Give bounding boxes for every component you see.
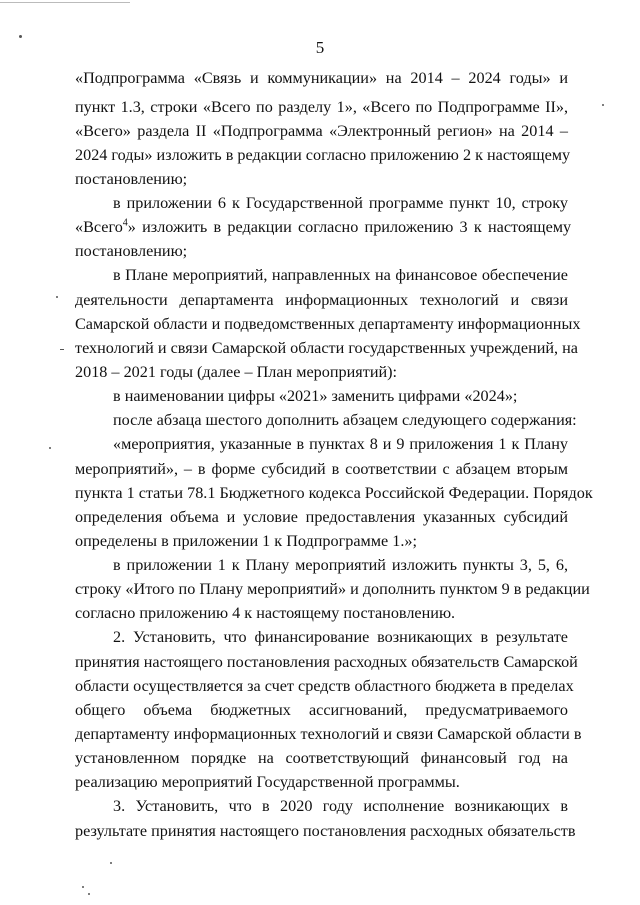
- text-line: строку «Итого по Плану мероприятий» и дополнить пунктом 9 в редакции: [75, 580, 590, 598]
- text-line: департаменту информационных технологий и связи Самарской области в: [75, 725, 582, 743]
- text-line: принятия настоящего постановления расходных обязательств Самарской: [75, 653, 578, 671]
- text-line: в наименовании цифры «2021» заменить цифрами «2024»;: [113, 387, 518, 405]
- text-line: результате принятия настоящего постановления расходных обязательств: [75, 822, 576, 840]
- text-line: пункт 1.3, строки «Всего по разделу 1», «Всего по Подпрограмме II»,: [75, 98, 568, 116]
- text-line: после абзаца шестого дополнить абзацем следующего содержания:: [113, 411, 577, 429]
- text-line: «мероприятия, указанные в пунктах 8 и 9 приложения 1 к Плану: [113, 435, 568, 453]
- text-line: Самарской области и подведомственных департаменту информационных: [75, 315, 581, 333]
- text-line: 2. Установить, что финансирование возникающих в результате: [113, 628, 568, 646]
- footnote-mark: 4: [122, 217, 128, 229]
- text-line: 2024 годы» изложить в редакции согласно приложению 2 к настоящему: [75, 146, 571, 164]
- text-line: деятельности департамента информационных технологий и связи: [75, 291, 568, 309]
- scan-speck: [110, 862, 112, 864]
- text-line: 3. Установить, что в 2020 году исполнение возникающих в: [113, 797, 568, 815]
- page-number: 5: [315, 38, 325, 57]
- text-line: общего объема бюджетных ассигнований, предусматриваемого: [75, 701, 568, 719]
- text-line: пункта 1 статьи 78.1 Бюджетного кодекса Российской Федерации. Порядок: [75, 484, 593, 502]
- text-line: определения объема и условие предоставления указанных субсидий: [75, 508, 568, 526]
- text-line: постановлению;: [75, 170, 188, 188]
- text-line: постановлению;: [75, 242, 188, 260]
- text-line: «Подпрограмма «Связь и коммуникации» на 2014 – 2024 годы» и: [75, 69, 568, 87]
- text-line: определены в приложении 1 к Подпрограмме 1.»;: [75, 532, 417, 550]
- text-line: мероприятий», – в форме субсидий в соответствии с абзацем вторым: [75, 460, 568, 478]
- scan-speck: [88, 893, 90, 895]
- text-fragment: » изложить в редакции согласно приложению 3 к настоящему: [127, 218, 572, 236]
- scan-speck: [49, 447, 51, 449]
- text-line: установленном порядке на соответствующий финансовый год на: [75, 749, 568, 767]
- text-line: согласно приложению 4 к настоящему постановлению.: [75, 604, 456, 622]
- scan-speck: [602, 104, 604, 106]
- text-line: технологий и связи Самарской области государственных учреждений, на: [75, 339, 578, 357]
- text-line: в Плане мероприятий, направленных на финансовое обеспечение: [113, 266, 568, 284]
- text-fragment: «Всего: [75, 218, 123, 236]
- scan-edge-line: [0, 2, 130, 3]
- text-line: в приложении 1 к Плану мероприятий изложить пункты 3, 5, 6,: [113, 556, 568, 574]
- text-line: реализацию мероприятий Государственной программы.: [75, 773, 460, 791]
- scan-speck: [60, 349, 64, 350]
- text-line: в приложении 6 к Государственной программе пункт 10, строку: [113, 194, 568, 212]
- scan-speck: [56, 296, 58, 298]
- scan-speck: [82, 886, 84, 888]
- text-line: области осуществляется за счет средств областного бюджета в пределах: [75, 677, 574, 695]
- text-line: 2018 – 2021 годы (далее – План мероприятий):: [75, 363, 398, 381]
- scan-speck: [19, 35, 22, 38]
- text-line: «Всего» раздела II «Подпрограмма «Электронный регион» на 2014 –: [75, 122, 568, 140]
- text-line-with-footnote: [75, 217, 572, 237]
